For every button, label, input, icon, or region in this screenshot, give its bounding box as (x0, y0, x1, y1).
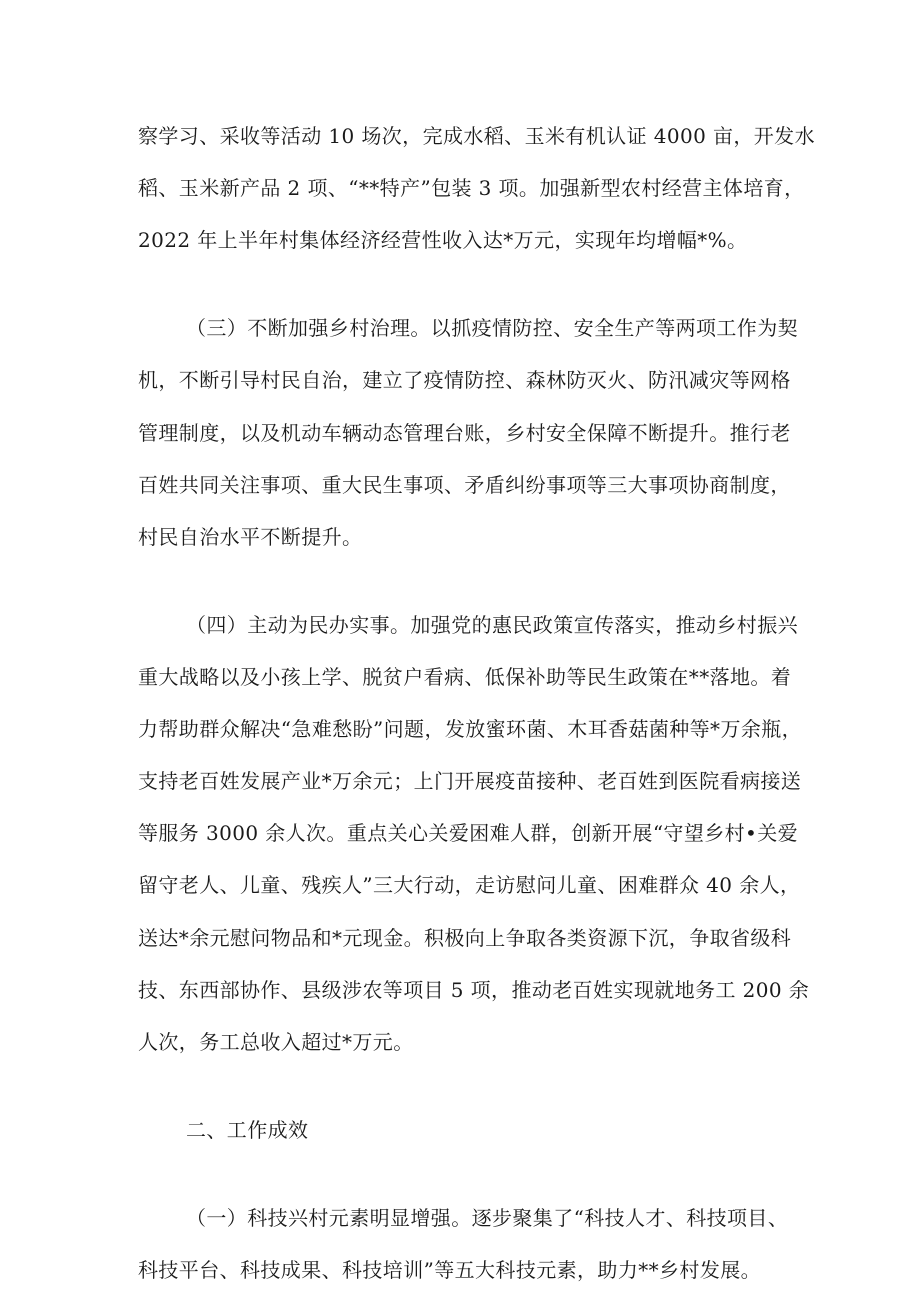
text-line: 2022 年上半年村集体经济经营性收入达*万元，实现年均增幅*%。 (138, 228, 748, 252)
text-line: 稻、玉米新产品 2 项、“**特产”包装 3 项。加强新型农村经营主体培育， (138, 176, 805, 200)
text-line: 送达*余元慰问物品和*元现金。积极向上争取各类资源下沉，争取省级科 (138, 926, 792, 950)
text-line: 支持老百姓发展产业*万余元；上门开展疫苗接种、老百姓到医院看病接送 (138, 769, 802, 793)
text-line: 留守老人、儿童、残疾人”三大行动，走访慰问儿童、困难群众 40 余人， (138, 873, 801, 897)
text-line: 重大战略以及小孩上学、脱贫户看病、低保补助等民生政策在**落地。着 (138, 665, 792, 689)
text-line: 管理制度，以及机动车辆动态管理台账，乡村安全保障不断提升。推行老 (138, 421, 791, 445)
text-line: 人次，务工总收入超过*万元。 (138, 1030, 414, 1054)
text-line: （三）不断加强乡村治理。以抓疫情防控、安全生产等两项工作为契 (186, 316, 798, 340)
text-line: 察学习、采收等活动 10 场次，完成水稻、玉米有机认证 4000 亩，开发水 (138, 124, 815, 148)
text-line: （一）科技兴村元素明显增强。逐步聚集了“科技人才、科技项目、 (186, 1206, 789, 1230)
section-heading: 二、工作成效 (186, 1118, 309, 1142)
text-line: 等服务 3000 余人次。重点关心关爱困难人群，创新开展“守望乡村•关爱 (138, 821, 799, 845)
text-line: 力帮助群众解决“急难愁盼”问题，发放蜜环菌、木耳香菇菌种等*万余瓶， (138, 717, 803, 741)
text-line: 百姓共同关注事项、重大民生事项、矛盾纠纷事项等三大事项协商制度， (138, 473, 791, 497)
text-line: 科技平台、科技成果、科技培训”等五大科技元素，助力**乡村发展。 (138, 1258, 762, 1282)
text-line: 村民自治水平不断提升。 (138, 525, 363, 549)
text-line: 机，不断引导村民自治，建立了疫情防控、森林防灭火、防汛减灾等网格 (138, 368, 791, 392)
text-line: （四）主动为民办实事。加强党的惠民政策宣传落实，推动乡村振兴 (186, 613, 798, 637)
text-line: 技、东西部协作、县级涉农等项目 5 项，推动老百姓实现就地务工 200 余 (138, 978, 810, 1002)
